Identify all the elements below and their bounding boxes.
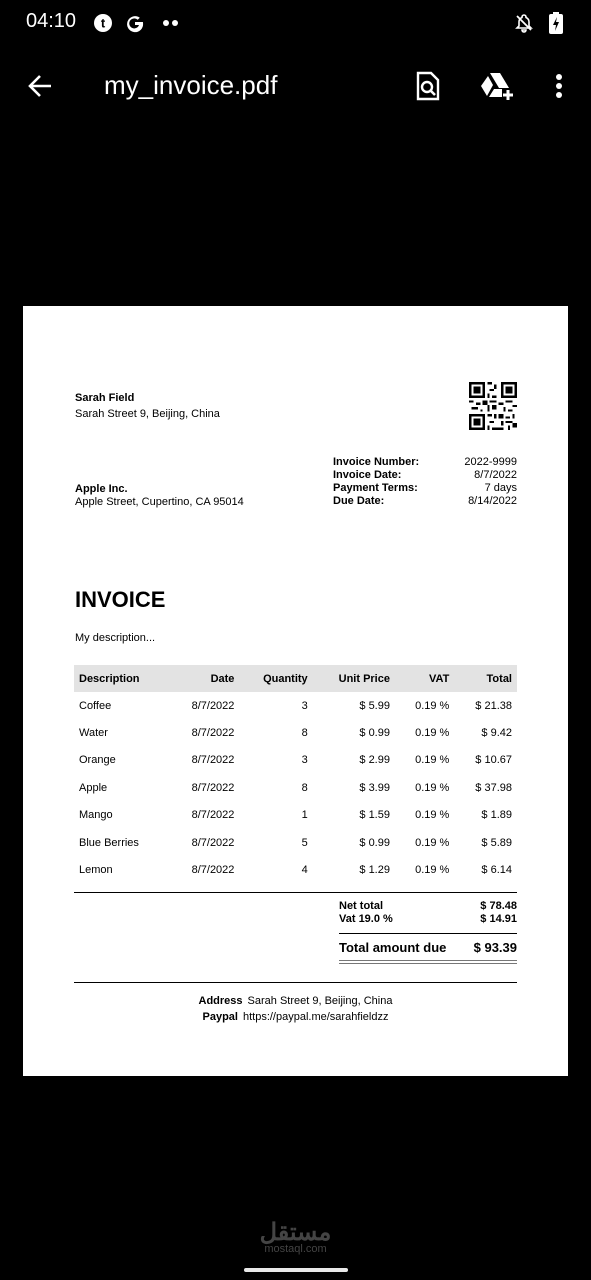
invoice-description: My description... <box>75 632 156 644</box>
meta-row: Due Date: 8/14/2022 <box>333 495 517 507</box>
column-header: Unit Price <box>313 665 395 692</box>
item-unit-price: $ 0.99 <box>359 836 390 849</box>
table-row <box>74 719 517 746</box>
threads-icon <box>92 11 114 35</box>
item-quantity: 3 <box>301 699 308 712</box>
column-header: Description <box>74 665 169 692</box>
item-quantity: 5 <box>301 836 308 849</box>
item-quantity: 8 <box>301 727 308 740</box>
document-title: my_invoice.pdf <box>104 70 278 100</box>
item-total: $ 5.89 <box>481 836 512 849</box>
back-button[interactable] <box>22 68 58 104</box>
item-total: $ 1.89 <box>481 809 512 822</box>
item-total: $ 9.42 <box>481 727 512 740</box>
watermark-logo: مستقل <box>259 1219 332 1246</box>
footer-paypal: Paypal https://paypal.me/sarahfieldzz <box>202 1011 389 1023</box>
item-description: Coffee <box>79 699 112 712</box>
svg-text:t: t <box>100 15 106 31</box>
item-description: Lemon <box>79 864 113 877</box>
totals-divider <box>74 892 517 893</box>
item-quantity: 4 <box>301 864 308 877</box>
column-header: Total <box>454 665 517 692</box>
item-unit-price: $ 2.99 <box>359 754 390 767</box>
status-bar <box>0 0 591 46</box>
item-date: 8/7/2022 <box>191 727 235 740</box>
more-vert-icon <box>555 73 563 99</box>
column-header: Date <box>169 665 240 692</box>
battery-charging-icon <box>546 11 566 35</box>
amount-due-label: Total amount due <box>339 940 447 955</box>
item-description: Orange <box>79 754 116 767</box>
table-row <box>74 774 517 801</box>
add-to-drive-icon <box>480 71 516 101</box>
item-vat: 0.19 % <box>415 754 450 767</box>
amount-due-underline <box>339 960 517 961</box>
item-quantity: 3 <box>301 754 308 767</box>
item-date: 8/7/2022 <box>191 754 235 767</box>
search-document-button[interactable] <box>408 66 448 106</box>
table-row <box>74 747 517 774</box>
app-bar <box>0 56 591 116</box>
item-vat: 0.19 % <box>415 836 450 849</box>
arrow-back-icon <box>27 73 53 99</box>
item-total: $ 10.67 <box>475 754 512 767</box>
more-options-button[interactable] <box>539 66 579 106</box>
item-unit-price: $ 1.29 <box>359 864 390 877</box>
item-vat: 0.19 % <box>415 727 450 740</box>
table-row <box>74 692 517 719</box>
add-to-drive-button[interactable] <box>478 66 518 106</box>
item-total: $ 6.14 <box>481 864 512 877</box>
item-unit-price: $ 3.99 <box>359 781 390 794</box>
item-total: $ 37.98 <box>475 781 512 794</box>
footer-divider <box>74 982 517 983</box>
meta-row: Invoice Number: 2022-9999 <box>333 456 517 468</box>
item-unit-price: $ 0.99 <box>359 727 390 740</box>
item-description: Apple <box>79 781 108 794</box>
item-date: 8/7/2022 <box>191 699 235 712</box>
status-time: 04:10 <box>26 10 77 32</box>
item-unit-price: $ 5.99 <box>359 699 390 712</box>
table-row <box>74 829 517 856</box>
meta-row: Invoice Date: 8/7/2022 <box>333 469 517 481</box>
column-header: VAT <box>395 665 454 692</box>
items-table <box>74 665 517 884</box>
table-header-row <box>74 665 517 692</box>
client-address: Apple Street, Cupertino, CA 95014 <box>75 496 244 508</box>
pdf-page[interactable] <box>23 306 568 1076</box>
amount-due-underline <box>339 963 517 964</box>
watermark-url: mostaql.com <box>264 1243 327 1255</box>
google-icon <box>124 11 146 35</box>
meta-row: Payment Terms: 7 days <box>333 482 517 494</box>
item-description: Mango <box>79 809 113 822</box>
item-description: Water <box>79 727 108 740</box>
client-name: Apple Inc. <box>75 483 128 495</box>
item-vat: 0.19 % <box>415 864 450 877</box>
search-document-icon <box>415 71 441 101</box>
amount-due <box>339 940 517 955</box>
more-notifications-icon <box>160 11 182 35</box>
invoice-meta <box>333 456 517 508</box>
total-row: Net total $ 78.48 <box>339 900 517 912</box>
item-total: $ 21.38 <box>475 699 512 712</box>
item-date: 8/7/2022 <box>191 781 235 794</box>
column-header: Quantity <box>239 665 312 692</box>
item-date: 8/7/2022 <box>191 864 235 877</box>
footer-address: Address Sarah Street 9, Beijing, China <box>198 995 393 1007</box>
item-quantity: 1 <box>301 809 308 822</box>
amount-due-value: $ 93.39 <box>473 940 517 955</box>
item-vat: 0.19 % <box>415 809 450 822</box>
total-row: Vat 19.0 % $ 14.91 <box>339 913 517 925</box>
gesture-nav-handle[interactable] <box>244 1268 348 1272</box>
qr-code <box>469 382 517 430</box>
notifications-off-icon <box>512 11 536 35</box>
amount-due-top-rule <box>339 933 517 934</box>
item-quantity: 8 <box>301 781 308 794</box>
item-description: Blue Berries <box>79 836 139 849</box>
item-date: 8/7/2022 <box>191 836 235 849</box>
invoice-heading: INVOICE <box>75 587 166 612</box>
item-unit-price: $ 1.59 <box>359 809 390 822</box>
sender-name: Sarah Field <box>75 392 135 404</box>
item-vat: 0.19 % <box>415 781 450 794</box>
item-vat: 0.19 % <box>415 699 450 712</box>
table-row <box>74 802 517 829</box>
item-date: 8/7/2022 <box>191 809 235 822</box>
table-row <box>74 856 517 883</box>
totals-block <box>339 900 517 926</box>
sender-address: Sarah Street 9, Beijing, China <box>75 408 220 420</box>
